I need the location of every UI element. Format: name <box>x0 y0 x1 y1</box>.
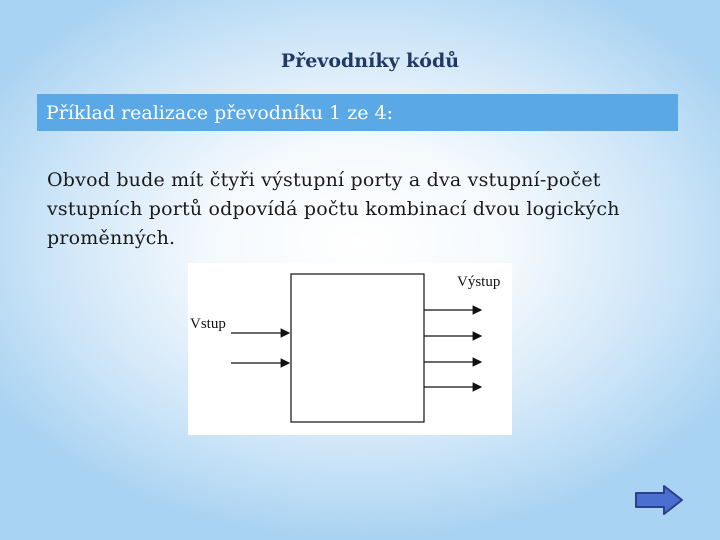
right-arrow-icon <box>634 484 684 516</box>
converter-block <box>291 274 424 422</box>
next-slide-button[interactable] <box>634 484 684 516</box>
encoder-diagram <box>188 263 512 435</box>
output-label: Výstup <box>457 274 501 290</box>
slide-title: Převodníky kódů <box>280 50 460 72</box>
diagram-svg <box>188 263 512 435</box>
section-banner <box>37 94 678 131</box>
input-label: Vstup <box>190 316 226 332</box>
body-paragraph: Obvod bude mít čtyři výstupní porty a dva vstupní-počet vstupních portů odpovídá počtu kombinací dvou logických proměnných. <box>47 169 620 249</box>
banner-text: Příklad realizace převodníku 1 ze 4: <box>46 102 393 124</box>
